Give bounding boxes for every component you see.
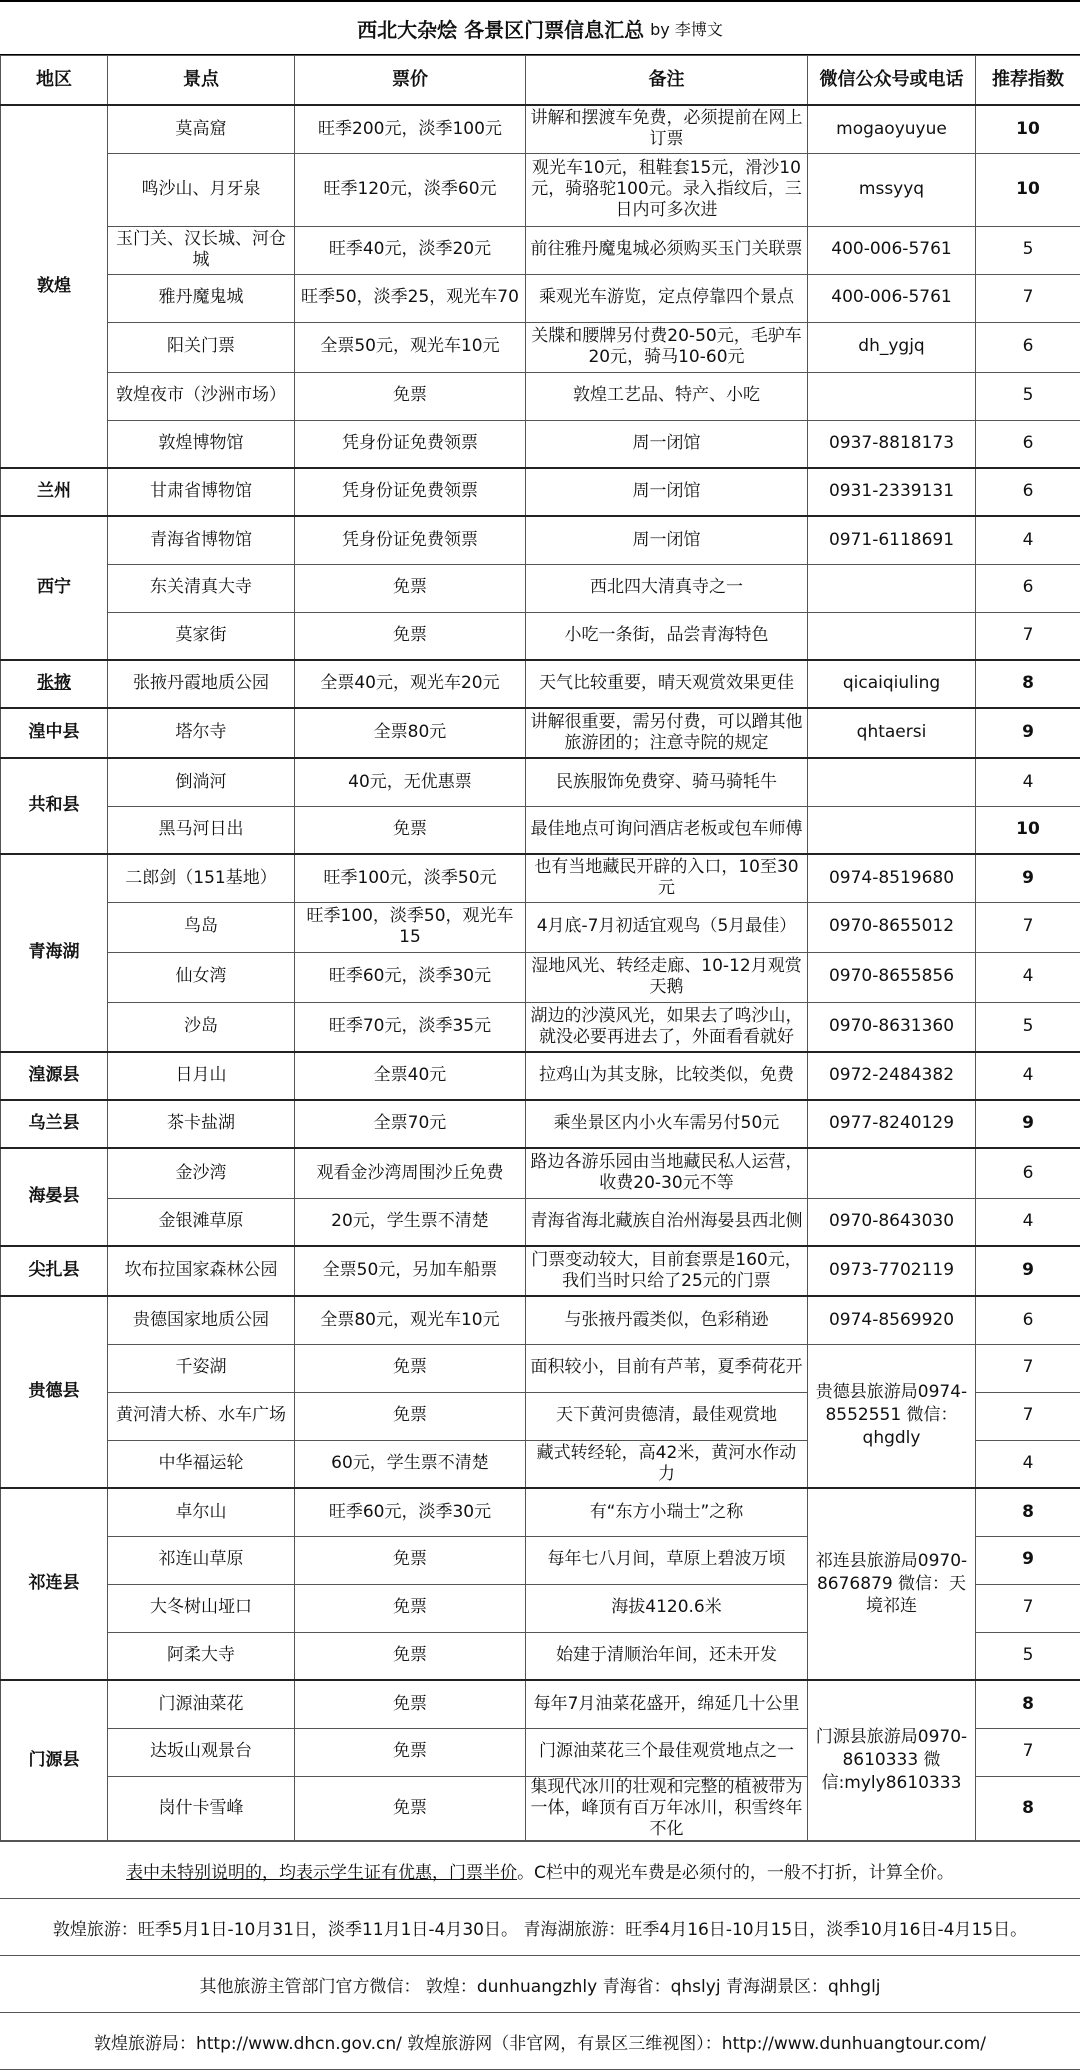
table-row <box>1 516 1080 564</box>
note-cell: 观光车10元，租鞋套15元，滑沙10元，骑骆驼100元。录入指纹后，三日内可多次进 <box>526 153 808 226</box>
price-cell: 免票 <box>295 1536 526 1584</box>
contact-cell: 0974-8569920 <box>808 1296 976 1344</box>
spot-cell: 东关清真大寺 <box>108 564 295 612</box>
table-row <box>1 1246 1080 1296</box>
region-cell: 贵德县 <box>1 1296 108 1488</box>
spot-cell: 玉门关、汉长城、河仓城 <box>108 226 295 274</box>
score-cell: 6 <box>976 1296 1080 1344</box>
table-row <box>1 468 1080 516</box>
table-row <box>1 372 1080 420</box>
price-cell: 免票 <box>295 1584 526 1632</box>
contact-cell: 0977-8240129 <box>808 1100 976 1148</box>
price-cell: 旺季60元，淡季30元 <box>295 952 526 1002</box>
spot-cell: 坎布拉国家森林公园 <box>108 1246 295 1296</box>
score-cell: 7 <box>976 1392 1080 1440</box>
score-cell: 4 <box>976 516 1080 564</box>
score-cell: 8 <box>976 1488 1080 1536</box>
spot-cell: 鸣沙山、月牙泉 <box>108 153 295 226</box>
note-cell: 也有当地藏民开辟的入口，10至30元 <box>526 854 808 902</box>
note-cell: 周一闭馆 <box>526 468 808 516</box>
table-row <box>1 564 1080 612</box>
spot-cell: 二郎剑（151基地） <box>108 854 295 902</box>
spot-cell: 岗什卡雪峰 <box>108 1776 295 1841</box>
spot-cell: 倒淌河 <box>108 758 295 806</box>
note-cell: 乘坐景区内小火车需另付50元 <box>526 1100 808 1148</box>
score-cell: 7 <box>976 1584 1080 1632</box>
note-cell: 每年七八月间，草原上碧波万顷 <box>526 1536 808 1584</box>
score-cell: 10 <box>976 105 1080 153</box>
score-cell: 5 <box>976 372 1080 420</box>
score-cell: 10 <box>976 153 1080 226</box>
spot-cell: 黑马河日出 <box>108 806 295 854</box>
price-cell: 免票 <box>295 1632 526 1680</box>
page-title: 西北大杂烩 各景区门票信息汇总 <box>357 14 644 43</box>
note-cell: 周一闭馆 <box>526 420 808 468</box>
table-row <box>1 952 1080 1002</box>
note-cell: 民族服饰免费穿、骑马骑牦牛 <box>526 758 808 806</box>
note-cell: 小吃一条街，品尝青海特色 <box>526 612 808 660</box>
price-cell: 全票80元，观光车10元 <box>295 1296 526 1344</box>
contact-cell: 贵德县旅游局0974-8552551 微信：qhgdly <box>808 1344 976 1488</box>
price-cell: 旺季200元，淡季100元 <box>295 105 526 153</box>
price-cell: 免票 <box>295 564 526 612</box>
region-cell: 青海湖 <box>1 854 108 1052</box>
score-cell: 7 <box>976 1728 1080 1776</box>
contact-cell: mssyyq <box>808 153 976 226</box>
note-cell: 前往雅丹魔鬼城必须购买玉门关联票 <box>526 226 808 274</box>
score-cell: 7 <box>976 612 1080 660</box>
note-cell: 拉鸡山为其支脉，比较类似，免费 <box>526 1052 808 1100</box>
score-cell: 5 <box>976 1632 1080 1680</box>
price-cell: 全票80元 <box>295 708 526 758</box>
footer-season: 敦煌旅游：旺季5月1日-10月31日，淡季11月1日-4月30日。 青海湖旅游：旺季4月16日-10月15日，淡季10月16日-4月15日。 <box>0 1898 1080 1955</box>
contact-cell: qhtaersi <box>808 708 976 758</box>
note-cell: 每年7月油菜花盛开，绵延几十公里 <box>526 1680 808 1728</box>
region-cell: 西宁 <box>1 516 108 660</box>
region-cell: 门源县 <box>1 1680 108 1841</box>
region-cell: 湟源县 <box>1 1052 108 1100</box>
spot-cell: 黄河清大桥、水车广场 <box>108 1392 295 1440</box>
note-cell: 与张掖丹霞类似，色彩稍逊 <box>526 1296 808 1344</box>
table-row <box>1 660 1080 708</box>
region-cell: 尖扎县 <box>1 1246 108 1296</box>
price-cell: 旺季100，淡季50，观光车15 <box>295 902 526 952</box>
score-cell: 7 <box>976 902 1080 952</box>
spot-cell: 阿柔大寺 <box>108 1632 295 1680</box>
score-cell: 7 <box>976 1344 1080 1392</box>
price-cell: 旺季60元，淡季30元 <box>295 1488 526 1536</box>
note-cell: 门源油菜花三个最佳观赏地点之一 <box>526 1728 808 1776</box>
score-cell: 9 <box>976 1100 1080 1148</box>
price-cell: 全票50元，另加车船票 <box>295 1246 526 1296</box>
note-cell: 面积较小，目前有芦苇，夏季荷花开 <box>526 1344 808 1392</box>
spot-cell: 贵德国家地质公园 <box>108 1296 295 1344</box>
price-cell: 全票40元，观光车20元 <box>295 660 526 708</box>
score-cell: 9 <box>976 708 1080 758</box>
header-price: 票价 <box>295 56 526 106</box>
header-note: 备注 <box>526 56 808 106</box>
region-cell: 湟中县 <box>1 708 108 758</box>
table-row <box>1 1488 1080 1536</box>
table-row <box>1 1198 1080 1246</box>
table-row <box>1 105 1080 153</box>
spot-cell: 塔尔寺 <box>108 708 295 758</box>
note-cell: 关牒和腰牌另付费20-50元，毛驴车20元，骑马10-60元 <box>526 322 808 372</box>
table-row <box>1 153 1080 226</box>
price-cell: 旺季40元，淡季20元 <box>295 226 526 274</box>
note-cell: 敦煌工艺品、特产、小吃 <box>526 372 808 420</box>
note-cell: 西北四大清真寺之一 <box>526 564 808 612</box>
score-cell: 6 <box>976 468 1080 516</box>
region-cell: 兰州 <box>1 468 108 516</box>
price-cell: 免票 <box>295 1344 526 1392</box>
spot-cell: 达坂山观景台 <box>108 1728 295 1776</box>
price-cell: 免票 <box>295 1776 526 1841</box>
spot-cell: 张掖丹霞地质公园 <box>108 660 295 708</box>
note-cell: 天气比较重要，晴天观赏效果更佳 <box>526 660 808 708</box>
contact-cell: 0970-8643030 <box>808 1198 976 1246</box>
price-cell: 免票 <box>295 806 526 854</box>
price-cell: 旺季50，淡季25，观光车70 <box>295 274 526 322</box>
spot-cell: 青海省博物馆 <box>108 516 295 564</box>
spot-cell: 沙岛 <box>108 1002 295 1052</box>
table-row <box>1 274 1080 322</box>
spot-cell: 鸟岛 <box>108 902 295 952</box>
contact-cell: 0970-8655856 <box>808 952 976 1002</box>
table-row <box>1 1148 1080 1198</box>
score-cell: 5 <box>976 226 1080 274</box>
score-cell: 6 <box>976 420 1080 468</box>
contact-cell: 0931-2339131 <box>808 468 976 516</box>
price-cell: 凭身份证免费领票 <box>295 516 526 564</box>
note-cell: 湖边的沙漠风光，如果去了鸣沙山，就没必要再进去了，外面看看就好 <box>526 1002 808 1052</box>
contact-cell <box>808 612 976 660</box>
footer-note-discount <box>0 1841 1080 1898</box>
score-cell: 6 <box>976 564 1080 612</box>
region-cell: 祁连县 <box>1 1488 108 1680</box>
note-cell: 有“东方小瑞士”之称 <box>526 1488 808 1536</box>
note-cell: 4月底-7月初适宜观鸟（5月最佳） <box>526 902 808 952</box>
footer-wechat: 其他旅游主管部门官方微信： 敦煌：dunhuangzhly 青海省：qhslyj 青海湖景区：qhhglj <box>0 1955 1080 2012</box>
note-cell: 最佳地点可询问酒店老板或包车师傅 <box>526 806 808 854</box>
spot-cell: 金银滩草原 <box>108 1198 295 1246</box>
spot-cell: 莫家街 <box>108 612 295 660</box>
region-cell: 敦煌 <box>1 105 108 468</box>
contact-cell: 0970-8655012 <box>808 902 976 952</box>
table-row <box>1 322 1080 372</box>
header-score: 推荐指数 <box>976 56 1080 106</box>
spot-cell: 门源油菜花 <box>108 1680 295 1728</box>
price-cell: 观看金沙湾周围沙丘免费 <box>295 1148 526 1198</box>
author-credit: by 李博文 <box>650 17 723 40</box>
score-cell: 4 <box>976 1198 1080 1246</box>
spot-cell: 大冬树山垭口 <box>108 1584 295 1632</box>
contact-cell: 400-006-5761 <box>808 226 976 274</box>
table-row <box>1 1100 1080 1148</box>
price-cell: 凭身份证免费领票 <box>295 420 526 468</box>
score-cell: 8 <box>976 1776 1080 1841</box>
score-cell: 7 <box>976 274 1080 322</box>
contact-cell <box>808 564 976 612</box>
header-contact: 微信公众号或电话 <box>808 56 976 106</box>
region-cell: 共和县 <box>1 758 108 854</box>
table-row <box>1 226 1080 274</box>
contact-cell: qicaiqiuling <box>808 660 976 708</box>
spot-cell: 茶卡盐湖 <box>108 1100 295 1148</box>
table-row <box>1 902 1080 952</box>
score-cell: 4 <box>976 1052 1080 1100</box>
price-cell: 全票50元，观光车10元 <box>295 322 526 372</box>
price-cell: 60元，学生票不清楚 <box>295 1440 526 1488</box>
spot-cell: 雅丹魔鬼城 <box>108 274 295 322</box>
spot-cell: 千姿湖 <box>108 1344 295 1392</box>
footer-discount-underlined: 表中未特别说明的，均表示学生证有优惠，门票半价 <box>126 1858 517 1883</box>
table-row <box>1 854 1080 902</box>
score-cell: 8 <box>976 1680 1080 1728</box>
region-cell: 乌兰县 <box>1 1100 108 1148</box>
table-row <box>1 1052 1080 1100</box>
score-cell: 4 <box>976 952 1080 1002</box>
price-cell: 免票 <box>295 372 526 420</box>
note-cell: 始建于清顺治年间，还未开发 <box>526 1632 808 1680</box>
ticket-table <box>0 55 1080 1841</box>
price-cell: 全票40元 <box>295 1052 526 1100</box>
contact-cell <box>808 806 976 854</box>
contact-cell: 0971-6118691 <box>808 516 976 564</box>
contact-cell: 0970-8631360 <box>808 1002 976 1052</box>
contact-cell: mogaoyuyue <box>808 105 976 153</box>
contact-cell: 0973-7702119 <box>808 1246 976 1296</box>
table-row <box>1 708 1080 758</box>
spot-cell: 仙女湾 <box>108 952 295 1002</box>
note-cell: 路边各游乐园由当地藏民私人运营，收费20-30元不等 <box>526 1148 808 1198</box>
table-body <box>1 105 1080 1841</box>
table-row <box>1 1002 1080 1052</box>
contact-cell: 门源县旅游局0970-8610333 微信:myly8610333 <box>808 1680 976 1841</box>
note-cell: 讲解和摆渡车免费，必须提前在网上订票 <box>526 105 808 153</box>
price-cell: 旺季120元，淡季60元 <box>295 153 526 226</box>
score-cell: 8 <box>976 660 1080 708</box>
contact-cell: 0974-8519680 <box>808 854 976 902</box>
header-spot: 景点 <box>108 56 295 106</box>
contact-cell: 400-006-5761 <box>808 274 976 322</box>
spot-cell: 阳关门票 <box>108 322 295 372</box>
table-row <box>1 758 1080 806</box>
price-cell: 凭身份证免费领票 <box>295 468 526 516</box>
score-cell: 4 <box>976 758 1080 806</box>
footer-websites: 敦煌旅游局：http://www.dhcn.gov.cn/ 敦煌旅游网（非官网，有景区三维视图）：http://www.dunhuangtour.com/ <box>0 2012 1080 2070</box>
contact-cell <box>808 1148 976 1198</box>
note-cell: 门票变动较大，目前套票是160元，我们当时只给了25元的门票 <box>526 1246 808 1296</box>
price-cell: 20元，学生票不清楚 <box>295 1198 526 1246</box>
note-cell: 乘观光车游览，定点停靠四个景点 <box>526 274 808 322</box>
score-cell: 10 <box>976 806 1080 854</box>
note-cell: 青海省海北藏族自治州海晏县西北侧 <box>526 1198 808 1246</box>
contact-cell <box>808 372 976 420</box>
table-row <box>1 1344 1080 1392</box>
price-cell: 免票 <box>295 612 526 660</box>
price-cell: 40元，无优惠票 <box>295 758 526 806</box>
region-cell: 海晏县 <box>1 1148 108 1246</box>
price-cell: 免票 <box>295 1728 526 1776</box>
title-row <box>0 0 1080 55</box>
contact-cell: 0937-8818173 <box>808 420 976 468</box>
price-cell: 免票 <box>295 1680 526 1728</box>
spot-cell: 敦煌博物馆 <box>108 420 295 468</box>
note-cell: 周一闭馆 <box>526 516 808 564</box>
spot-cell: 祁连山草原 <box>108 1536 295 1584</box>
spot-cell: 日月山 <box>108 1052 295 1100</box>
score-cell: 9 <box>976 1536 1080 1584</box>
table-row <box>1 806 1080 854</box>
spot-cell: 甘肃省博物馆 <box>108 468 295 516</box>
footer-discount-rest: 。C栏中的观光车费是必须付的，一般不打折，计算全价。 <box>517 1858 954 1883</box>
contact-cell: 0972-2484382 <box>808 1052 976 1100</box>
price-cell: 全票70元 <box>295 1100 526 1148</box>
score-cell: 6 <box>976 322 1080 372</box>
spot-cell: 莫高窟 <box>108 105 295 153</box>
contact-cell: 祁连县旅游局0970-8676879 微信：天境祁连 <box>808 1488 976 1680</box>
table-row <box>1 1296 1080 1344</box>
spot-cell: 敦煌夜市（沙洲市场） <box>108 372 295 420</box>
contact-cell <box>808 758 976 806</box>
note-cell: 藏式转经轮，高42米，黄河水作动力 <box>526 1440 808 1488</box>
price-cell: 旺季100元，淡季50元 <box>295 854 526 902</box>
table-row <box>1 1680 1080 1728</box>
note-cell: 天下黄河贵德清，最佳观赏地 <box>526 1392 808 1440</box>
table-row <box>1 612 1080 660</box>
score-cell: 5 <box>976 1002 1080 1052</box>
score-cell: 6 <box>976 1148 1080 1198</box>
table-row <box>1 420 1080 468</box>
note-cell: 集现代冰川的壮观和完整的植被带为一体，峰顶有百万年冰川，积雪终年不化 <box>526 1776 808 1841</box>
header-row <box>1 56 1080 106</box>
region-cell: 张掖 <box>1 660 108 708</box>
score-cell: 4 <box>976 1440 1080 1488</box>
header-region: 地区 <box>1 56 108 106</box>
note-cell: 讲解很重要，需另付费，可以蹭其他旅游团的；注意寺院的规定 <box>526 708 808 758</box>
spot-cell: 卓尔山 <box>108 1488 295 1536</box>
spot-cell: 中华福运轮 <box>108 1440 295 1488</box>
note-cell: 湿地风光、转经走廊、10-12月观赏天鹅 <box>526 952 808 1002</box>
spot-cell: 金沙湾 <box>108 1148 295 1198</box>
price-cell: 免票 <box>295 1392 526 1440</box>
note-cell: 海拔4120.6米 <box>526 1584 808 1632</box>
contact-cell: dh_ygjq <box>808 322 976 372</box>
score-cell: 9 <box>976 854 1080 902</box>
score-cell: 9 <box>976 1246 1080 1296</box>
price-cell: 旺季70元，淡季35元 <box>295 1002 526 1052</box>
